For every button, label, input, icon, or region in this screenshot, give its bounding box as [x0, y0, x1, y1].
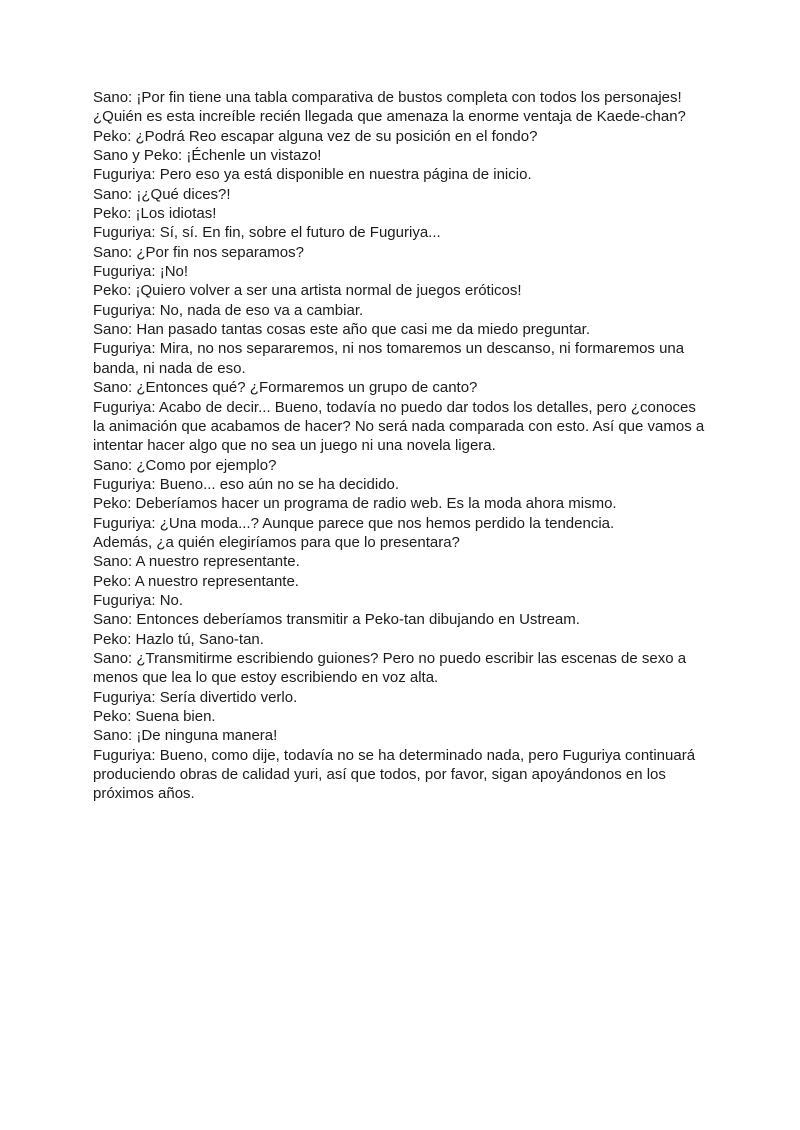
dialogue-line: Sano y Peko: ¡Échenle un vistazo! [93, 147, 322, 165]
dialogue-line: Fuguriya: No, nada de eso va a cambiar. [93, 301, 364, 319]
dialogue-line: Fuguriya: Sería divertido verlo. [93, 688, 298, 706]
dialogue-line: Fuguriya: ¡No! [93, 263, 189, 281]
dialogue-line: Sano: ¡De ninguna manera! [93, 727, 278, 745]
dialogue-line: produciendo obras de calidad yuri, así que todos, por favor, sigan apoyándonos en los [93, 766, 666, 784]
dialogue-line: Sano: ¿Transmitirme escribiendo guiones? Pero no puedo escribir las escenas de sexo a [93, 649, 687, 667]
dialogue-line: intentar hacer algo que no sea un juego ni una novela ligera. [93, 437, 496, 455]
dialogue-line: Peko: A nuestro representante. [93, 572, 299, 590]
dialogue-line: Fuguriya: Pero eso ya está disponible en nuestra página de inicio. [93, 166, 532, 184]
dialogue-line: Fuguriya: Sí, sí. En fin, sobre el futuro de Fuguriya... [93, 224, 441, 242]
dialogue-line: Sano: ¡¿Qué dices?! [93, 185, 231, 203]
dialogue-line: Fuguriya: ¿Una moda...? Aunque parece que nos hemos perdido la tendencia. [93, 514, 615, 532]
dialogue-line: Peko: ¡Quiero volver a ser una artista normal de juegos eróticos! [93, 282, 522, 300]
dialogue-line: Fuguriya: Mira, no nos separaremos, ni nos tomaremos un descanso, ni formaremos una [93, 340, 685, 358]
dialogue-line: Peko: ¿Podrá Reo escapar alguna vez de su posición en el fondo? [93, 127, 538, 145]
dialogue-line: Peko: ¡Los idiotas! [93, 205, 217, 223]
dialogue-line: ¿Quién es esta increíble recién llegada que amenaza la enorme ventaja de Kaede-chan? [93, 108, 686, 126]
dialogue-line: Sano: ¿Entonces qué? ¿Formaremos un grupo de canto? [93, 379, 478, 397]
dialogue-line: próximos años. [93, 785, 195, 803]
dialogue-line: banda, ni nada de eso. [93, 359, 246, 377]
dialogue-line: Sano: ¿Como por ejemplo? [93, 456, 277, 474]
dialogue-line: Sano: ¿Por fin nos separamos? [93, 243, 304, 261]
dialogue-line: Fuguriya: Bueno... eso aún no se ha decidido. [93, 475, 400, 493]
dialogue-line: Fuguriya: Bueno, como dije, todavía no se ha determinado nada, pero Fuguriya continuará [93, 746, 696, 764]
dialogue-transcript [93, 88, 753, 804]
dialogue-line: menos que lea lo que estoy escribiendo en voz alta. [93, 669, 439, 687]
dialogue-line: Sano: Entonces deberíamos transmitir a Peko-tan dibujando en Ustream. [93, 611, 580, 629]
dialogue-line: Sano: Han pasado tantas cosas este año que casi me da miedo preguntar. [93, 321, 590, 339]
dialogue-line: Fuguriya: No. [93, 591, 184, 609]
dialogue-line: Sano: A nuestro representante. [93, 553, 300, 571]
dialogue-line: Peko: Hazlo tú, Sano-tan. [93, 630, 264, 648]
dialogue-line: Peko: Deberíamos hacer un programa de radio web. Es la moda ahora mismo. [93, 495, 617, 513]
dialogue-line: la animación que acabamos de hacer? No será nada comparada con esto. Así que vamos a [93, 417, 705, 435]
dialogue-line: Sano: ¡Por fin tiene una tabla comparativa de bustos completa con todos los personajes! [93, 89, 682, 106]
dialogue-line: Además, ¿a quién elegiríamos para que lo presentara? [93, 533, 460, 551]
dialogue-line: Peko: Suena bien. [93, 708, 216, 725]
dialogue-line: Fuguriya: Acabo de decir... Bueno, todavía no puedo dar todos los detalles, pero ¿conoces [93, 398, 696, 416]
